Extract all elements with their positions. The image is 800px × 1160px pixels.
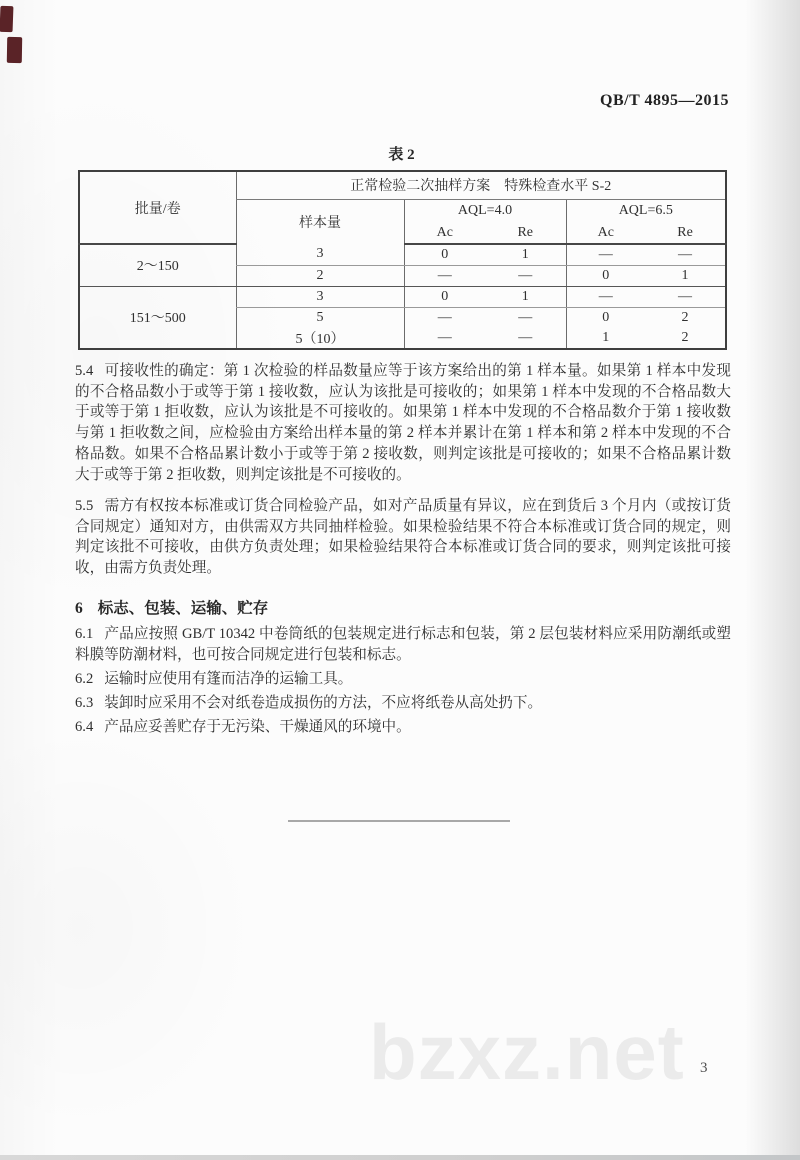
table-cell: — xyxy=(404,265,485,286)
table-cell: — xyxy=(404,307,485,328)
scan-right-edge-shadow xyxy=(745,0,800,1160)
header-plan-span: 正常检验二次抽样方案 特殊检查水平 S-2 xyxy=(236,171,726,199)
table-cell: — xyxy=(518,309,533,325)
batch-range-label: 151～500 xyxy=(129,311,186,327)
section-number: 5.4 xyxy=(75,363,94,379)
table-cell: 2 xyxy=(236,265,404,286)
table-cell: 3 xyxy=(236,244,404,265)
table-cell: 1 xyxy=(645,265,726,286)
scan-corner-artifact xyxy=(0,6,13,32)
section-number: 6.1 xyxy=(75,626,94,642)
sampling-plan-table xyxy=(78,170,727,350)
section-number: 6.2 xyxy=(75,671,94,687)
table-cell: — xyxy=(645,244,726,265)
section-6-heading xyxy=(75,596,731,618)
batch-range-label: 2～150 xyxy=(79,244,236,286)
table-cell: — xyxy=(645,286,726,307)
section-number: 6 xyxy=(75,600,83,617)
section-text: 装卸时应采用不会对纸卷造成损伤的方法，不应将纸卷从高处扔下。 xyxy=(104,695,543,711)
scan-bottom-edge-shadow xyxy=(0,1155,800,1160)
header-sample-size: 样本量 xyxy=(236,199,404,244)
table-cell: 1 xyxy=(485,244,566,265)
section-5-5-paragraph xyxy=(75,496,731,579)
standard-code: QB/T 4895—2015 xyxy=(600,92,729,109)
table-caption: 表 2 xyxy=(388,147,415,163)
table-cell: 2 xyxy=(681,309,689,325)
table-cell: 0 xyxy=(566,307,645,328)
table-cell: 5 xyxy=(236,307,404,328)
table-cell: 2 xyxy=(681,330,689,345)
table-cell: — xyxy=(485,265,566,286)
table-cell: 0 xyxy=(566,265,645,286)
table-cell: 1 xyxy=(485,286,566,307)
table-cell: — xyxy=(404,328,485,349)
table-cell: 0 xyxy=(404,286,485,307)
table-cell: 1 xyxy=(566,328,645,349)
section-text: 产品应按照 GB/T 10342 中卷筒纸的包装规定进行标志和包装，第 2 层包装材料应采用防潮纸或塑料膜等防潮材料，也可按合同规定进行包装和标志。 xyxy=(75,626,731,663)
section-number: 5.5 xyxy=(75,498,94,514)
table-cell: — xyxy=(518,330,533,345)
section-text: 产品应妥善贮存于无污染、干燥通风的环境中。 xyxy=(104,719,411,735)
header-aql-6-5: AQL=6.5 xyxy=(566,199,726,223)
table-cell: — xyxy=(566,244,645,265)
header-ac: Ac xyxy=(566,223,645,244)
end-of-text-rule xyxy=(288,820,510,822)
table-cell: — xyxy=(566,286,645,307)
section-6-2-paragraph xyxy=(75,669,731,690)
table-cell: 0 xyxy=(404,244,485,265)
header-batch-column: 批量/卷 xyxy=(79,171,236,244)
page-number: 3 xyxy=(700,1060,708,1076)
watermark-text: bzxz.net xyxy=(369,1008,685,1096)
section-5-4-paragraph xyxy=(75,361,731,485)
header-ac: Ac xyxy=(404,223,485,244)
header-aql-4-0: AQL=4.0 xyxy=(404,199,566,223)
section-6-3-paragraph xyxy=(75,693,731,714)
header-re: Re xyxy=(645,223,726,244)
section-text: 需方有权按本标准或订货合同检验产品，如对产品质量有异议，应在到货后 3 个月内（或按订货合同规定）通知对方，由供需双方共同抽样检验。如果检验结果不符合本标准或订货合同的规定，则判定该批不可接收，由供方负责处理；如果检验结果符合本标准或订货合同的要求，则判定该批可接收，由需方负责处理。 xyxy=(75,498,731,577)
header-re: Re xyxy=(485,223,566,244)
section-6-4-paragraph xyxy=(75,717,731,738)
section-number: 6.4 xyxy=(75,719,94,735)
heading-text: 标志、包装、运输、贮存 xyxy=(97,600,269,617)
table-cell: 5（10） xyxy=(236,328,404,349)
section-text: 运输时应使用有篷而洁净的运输工具。 xyxy=(104,671,353,687)
table-cell: 3 xyxy=(236,286,404,307)
scan-corner-artifact xyxy=(7,37,22,63)
section-number: 6.3 xyxy=(75,695,94,711)
section-text: 可接收性的确定：第 1 次检验的样品数量应等于该方案给出的第 1 样本量。如果第 1 样本中发现的不合格品数小于或等于第 1 接收数，应认为该批是可接收的；如果第 1 样本中发现的不合格品数大于或等于第 1 拒收数，应认为该批是不可接收的。如果第 1 样本中发现的不合格品数介于第 1 接收数与第 1 拒收数之间，应检验由方案给出样本量的第 2 样本并累计在第 1 样本和第 2 样本中发现的不合格品数。如果不合格品累计数小于或等于第 2 接收数，则判定该批是可接收的；如果不合格品累计数大于或等于第 2 拒收数，则判定该批是不可接收的。 xyxy=(75,363,731,483)
section-6-1-paragraph xyxy=(75,624,731,665)
